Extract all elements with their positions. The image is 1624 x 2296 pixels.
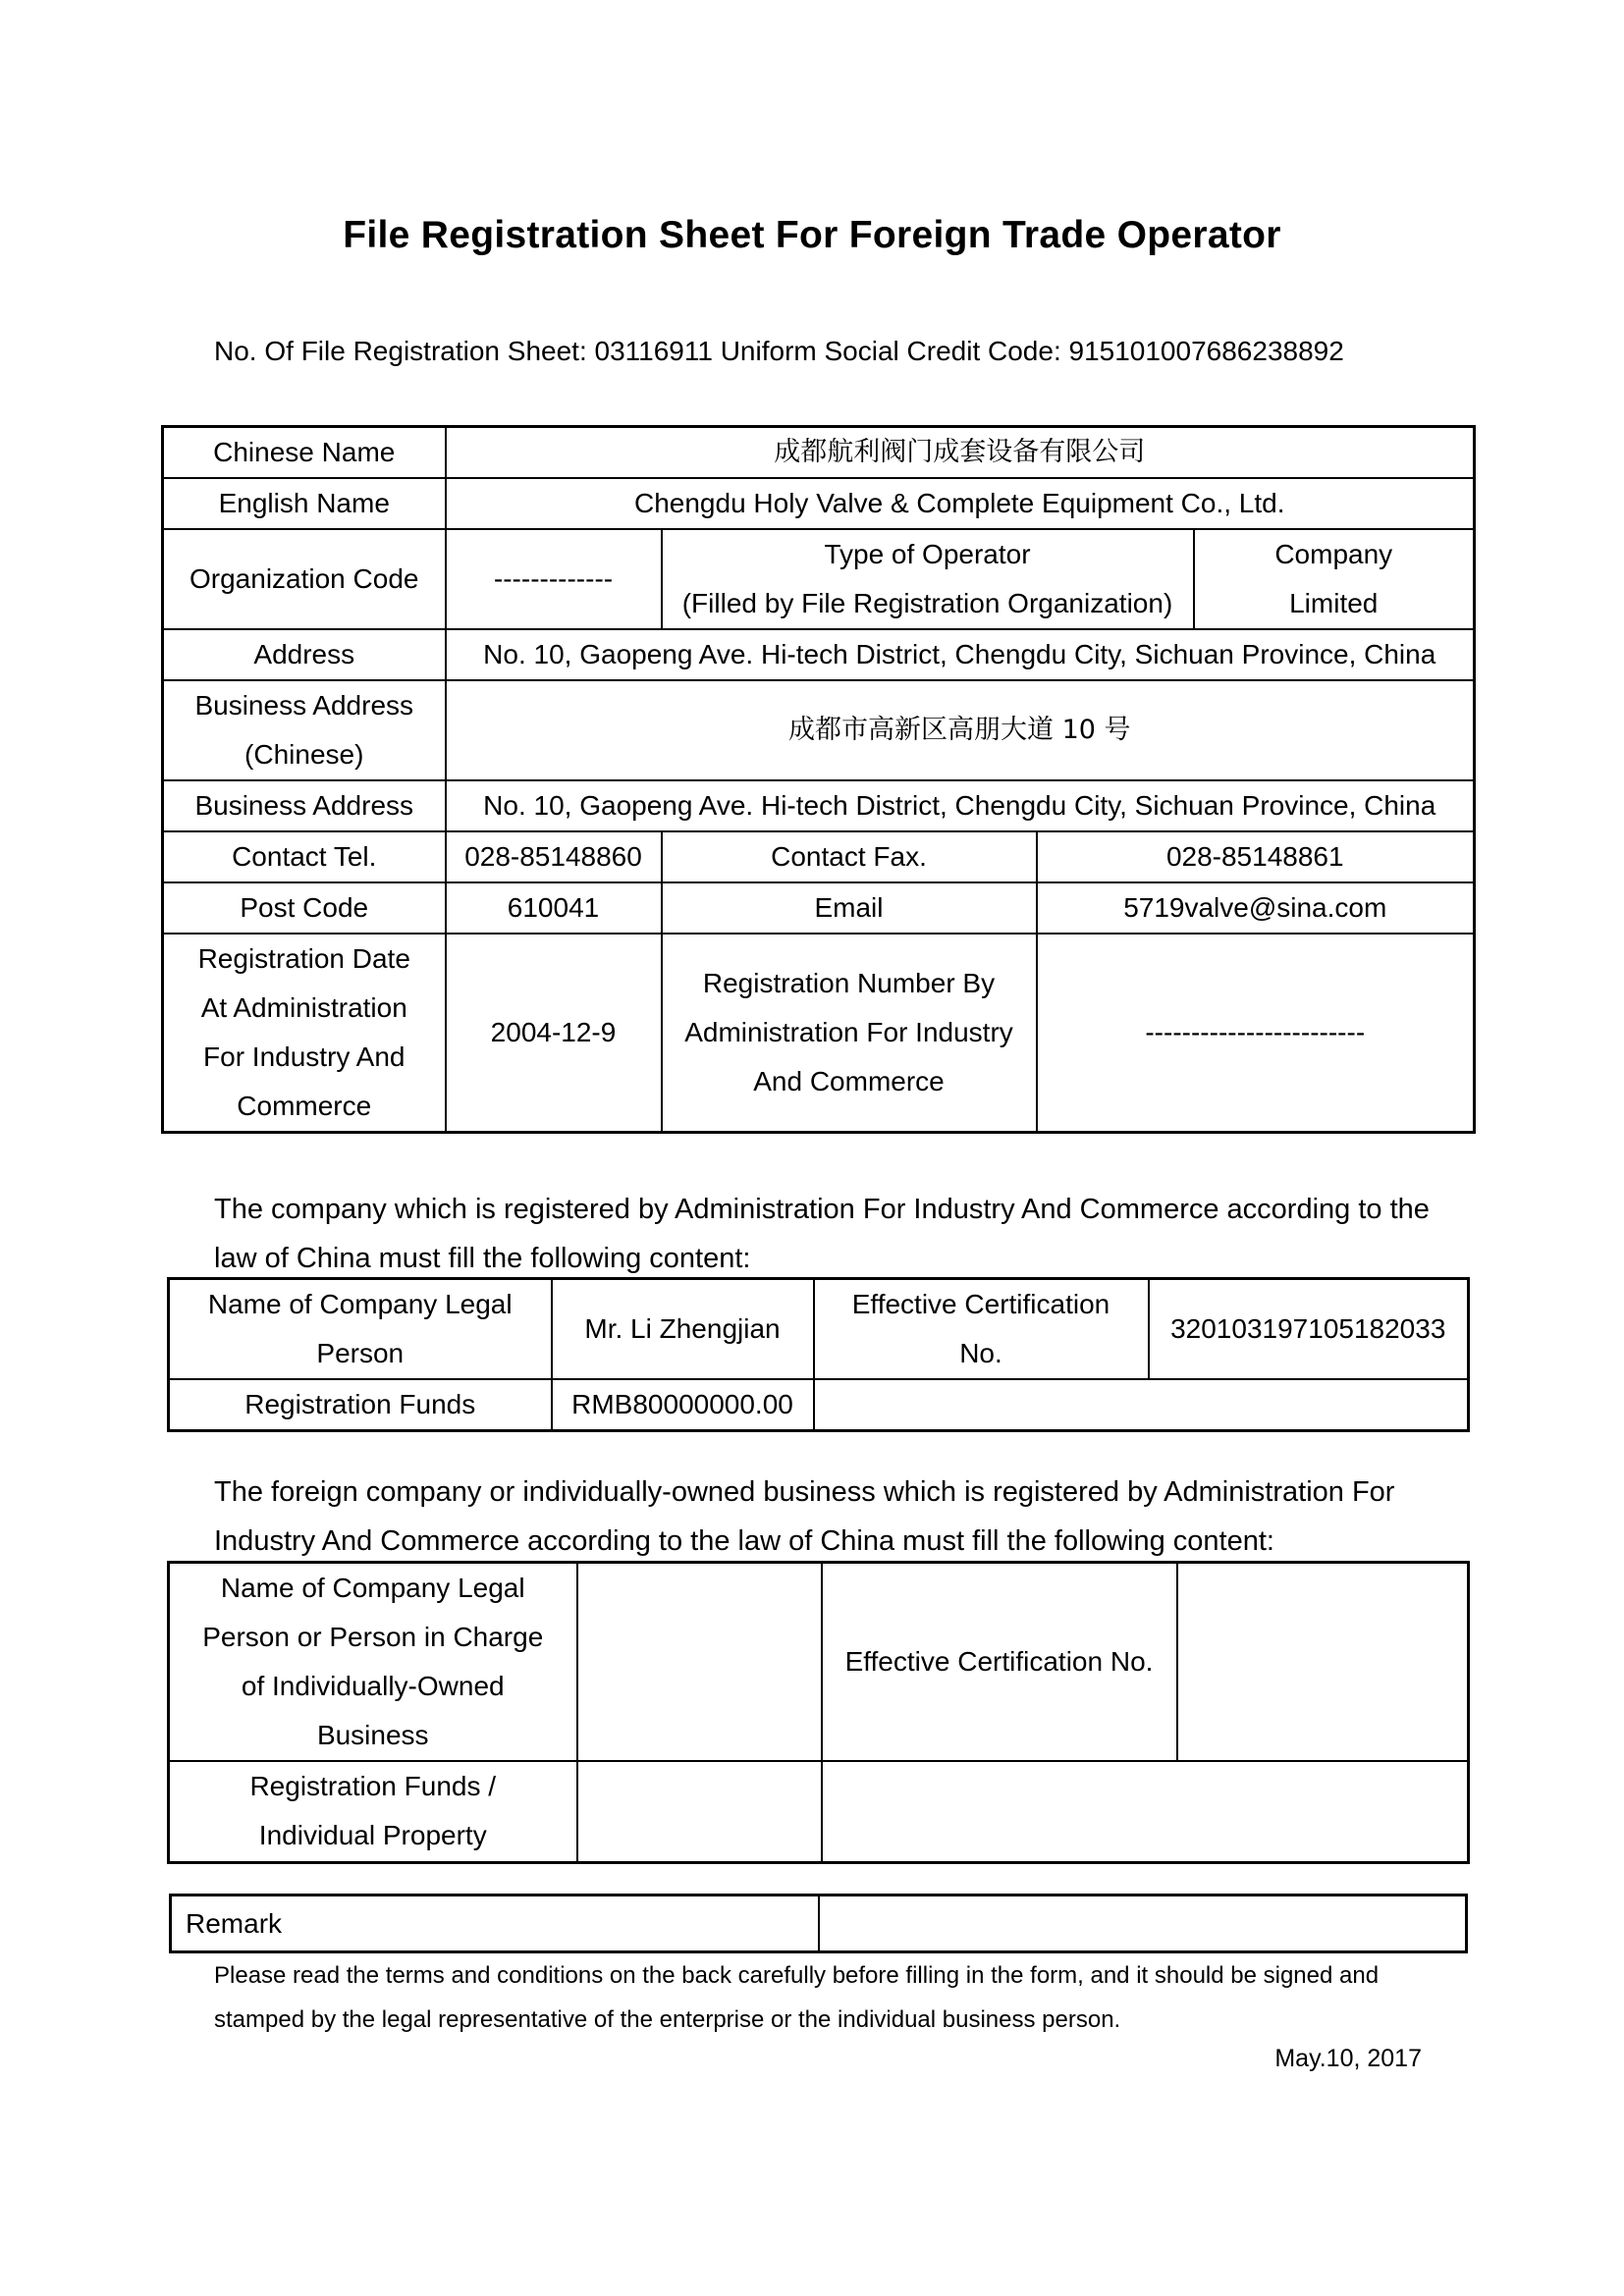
operator-type-label bbox=[662, 529, 1194, 629]
person-in-charge-label bbox=[169, 1563, 577, 1762]
remark-note: Please read the terms and conditions on the back carefully before filling in the form, and it should be signed and stamped by the legal representative of the enterprise or the individual business person. bbox=[214, 1962, 1380, 2033]
chinese-name-value: 成都航利阀门成套设备有限公司 bbox=[446, 427, 1475, 479]
contact-fax-value: 028-85148861 bbox=[1037, 831, 1475, 882]
individual-property-label-line2: Individual Property bbox=[258, 1820, 487, 1851]
individual-property-value bbox=[577, 1761, 822, 1862]
registration-line: No. Of File Registration Sheet: 03116911 Uniform Social Credit Code: 915101007686238892 bbox=[214, 336, 1344, 366]
remark-label: Remark bbox=[171, 1896, 819, 1952]
english-name-label: English Name bbox=[163, 478, 446, 529]
reg-number-label-line3: And Commerce bbox=[753, 1066, 945, 1096]
certification-label-line2: No. bbox=[959, 1338, 1002, 1368]
business-address-cn-label-line2: (Chinese) bbox=[244, 739, 364, 770]
registration-funds-empty bbox=[814, 1379, 1469, 1431]
post-code-label: Post Code bbox=[163, 882, 446, 934]
legal-person-table bbox=[167, 1277, 1470, 1432]
contact-fax-label: Contact Fax. bbox=[662, 831, 1037, 882]
business-address-label: Business Address bbox=[163, 780, 446, 831]
document-title: File Registration Sheet For Foreign Trade Operator bbox=[343, 214, 1281, 256]
section2-intro: The company which is registered by Administration For Industry And Commerce according to the law of China must fill the following content: bbox=[214, 1194, 1430, 1274]
contact-tel-label: Contact Tel. bbox=[163, 831, 446, 882]
certification-label bbox=[814, 1279, 1149, 1380]
address-label: Address bbox=[163, 629, 446, 680]
operator-type-label-line2: (Filled by File Registration Organization) bbox=[681, 588, 1173, 618]
person-in-charge-label-line3: of Individually-Owned bbox=[241, 1671, 505, 1701]
english-name-value: Chengdu Holy Valve & Complete Equipment Co., Ltd. bbox=[446, 478, 1475, 529]
reg-date-label-line2: At Administration bbox=[200, 992, 407, 1023]
reg-number-label-line2: Administration For Industry bbox=[684, 1017, 1013, 1047]
business-address-cn-label bbox=[163, 680, 446, 780]
address-value: No. 10, Gaopeng Ave. Hi-tech District, Chengdu City, Sichuan Province, China bbox=[446, 629, 1475, 680]
registration-funds-value: RMB80000000.00 bbox=[552, 1379, 814, 1431]
reg-date-label-line3: For Industry And bbox=[203, 1041, 406, 1072]
person-in-charge-label-line1: Name of Company Legal bbox=[220, 1573, 525, 1603]
business-address-cn-value: 成都市高新区高朋大道 10 号 bbox=[446, 680, 1475, 780]
section3-intro: The foreign company or individually-owned business which is registered by Administration For Industry And Commerce according to the law of China must fill the following content: bbox=[214, 1476, 1395, 1557]
org-code-value: ------------- bbox=[446, 529, 662, 629]
signature-date: May.10, 2017 bbox=[1274, 2045, 1422, 2072]
chinese-name-label: Chinese Name bbox=[163, 427, 446, 479]
main-registration-table bbox=[161, 425, 1476, 1134]
legal-person-value: Mr. Li Zhengjian bbox=[552, 1279, 814, 1380]
email-value: 5719valve@sina.com bbox=[1037, 882, 1475, 934]
certification-label-line1: Effective Certification bbox=[851, 1289, 1110, 1319]
contact-tel-value: 028-85148860 bbox=[446, 831, 662, 882]
reg-number-value: ------------------------ bbox=[1037, 934, 1475, 1133]
legal-person-label-line2: Person bbox=[316, 1338, 405, 1368]
person-in-charge-value bbox=[577, 1563, 822, 1762]
email-label: Email bbox=[662, 882, 1037, 934]
reg-number-label-line1: Registration Number By bbox=[702, 968, 996, 998]
foreign-certification-label: Effective Certification No. bbox=[822, 1563, 1177, 1762]
reg-date-label bbox=[163, 934, 446, 1133]
individual-property-label bbox=[169, 1761, 577, 1862]
business-address-cn-label-line1: Business Address bbox=[194, 690, 414, 721]
individual-property-empty bbox=[822, 1761, 1469, 1862]
person-in-charge-label-line2: Person or Person in Charge bbox=[202, 1622, 544, 1652]
person-in-charge-label-line4: Business bbox=[316, 1720, 429, 1750]
post-code-value: 610041 bbox=[446, 882, 662, 934]
reg-date-label-line1: Registration Date bbox=[197, 943, 410, 974]
remark-table bbox=[169, 1894, 1468, 1953]
operator-type-value bbox=[1194, 529, 1475, 629]
operator-type-value-line2: Limited bbox=[1289, 588, 1379, 618]
legal-person-label bbox=[169, 1279, 552, 1380]
operator-type-value-line1: Company bbox=[1274, 539, 1393, 569]
reg-number-label bbox=[662, 934, 1037, 1133]
reg-date-value: 2004-12-9 bbox=[446, 934, 662, 1133]
certification-value: 320103197105182033 bbox=[1149, 1279, 1469, 1380]
org-code-label: Organization Code bbox=[163, 529, 446, 629]
individual-property-label-line1: Registration Funds / bbox=[249, 1771, 497, 1802]
legal-person-label-line1: Name of Company Legal bbox=[207, 1289, 513, 1319]
registration-funds-label: Registration Funds bbox=[169, 1379, 552, 1431]
operator-type-label-line1: Type of Operator bbox=[824, 539, 1031, 569]
foreign-company-table bbox=[167, 1561, 1470, 1864]
foreign-certification-value bbox=[1177, 1563, 1469, 1762]
reg-date-label-line4: Commerce bbox=[237, 1091, 372, 1121]
business-address-value: No. 10, Gaopeng Ave. Hi-tech District, Chengdu City, Sichuan Province, China bbox=[446, 780, 1475, 831]
remark-value bbox=[819, 1896, 1467, 1952]
